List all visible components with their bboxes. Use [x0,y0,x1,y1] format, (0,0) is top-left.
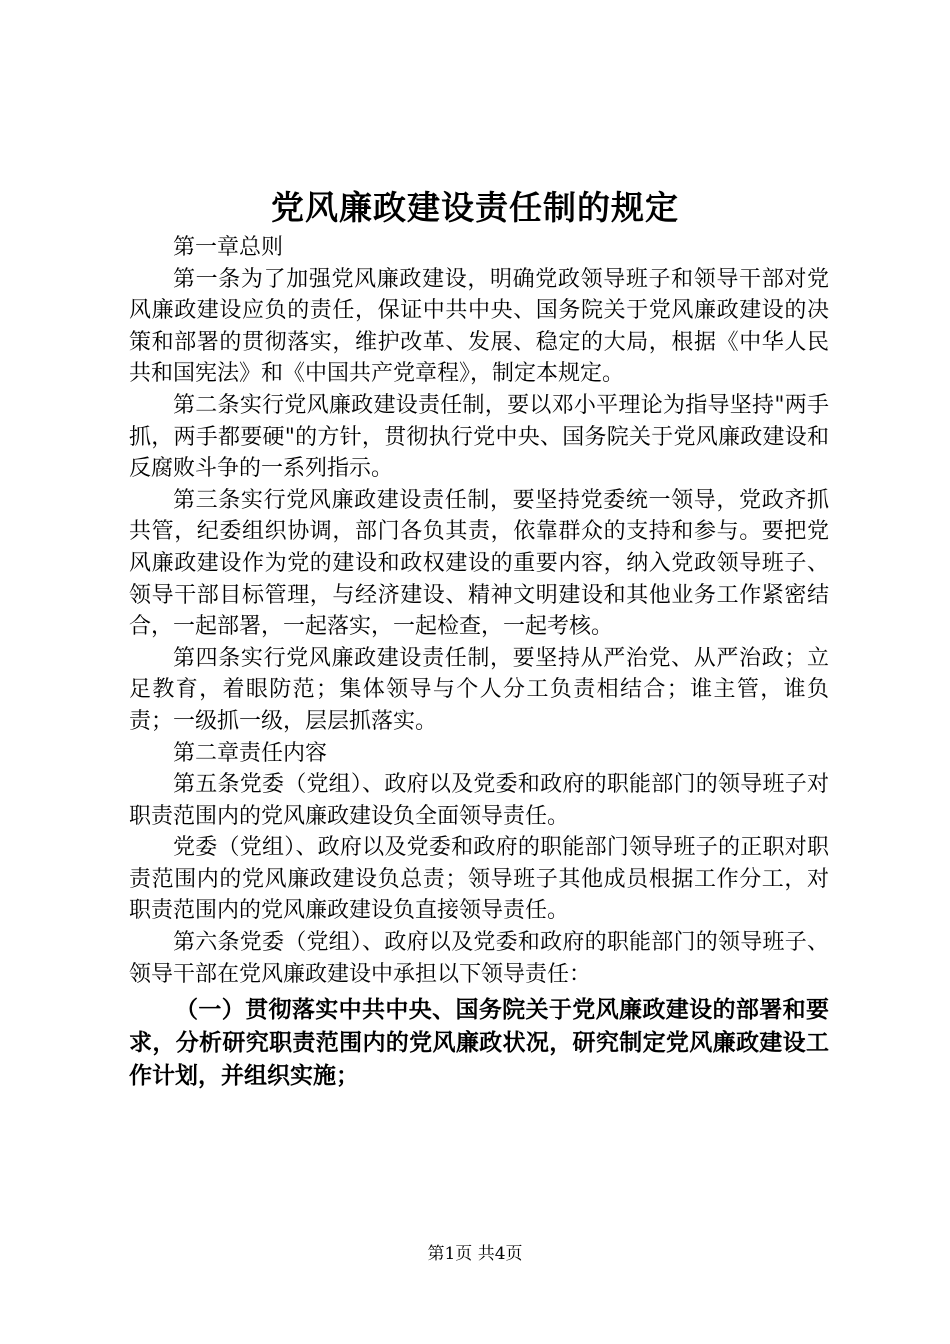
article-paragraph: 党委（党组）、政府以及党委和政府的职能部门领导班子的正职对职责范围内的党风廉政建设负总责；领导班子其他成员根据工作分工，对职责范围内的党风廉政建设负直接领导责任。 [129,835,829,924]
article-paragraph: 第三条实行党风廉政建设责任制，要坚持党委统一领导，党政齐抓共管，纪委组织协调，部门各负其责，依靠群众的支持和参与。要把党风廉政建设作为党的建设和政权建设的重要内容，纳入党政领导班子、领导干部目标管理，与经济建设、精神文明建设和其他业务工作紧密结合，一起部署，一起落实，一起检查，一起考核。 [129,487,829,640]
chapter-heading: 第一章总则 [173,235,284,260]
document-body [129,232,829,1093]
list-item-bold: （一）贯彻落实中共中央、国务院关于党风廉政建设的部署和要求，分析研究职责范围内的党风廉政状况，研究制定党风廉政建设工作计划，并组织实施； [129,997,829,1090]
article-paragraph: 第四条实行党风廉政建设责任制，要坚持从严治党、从严治政；立足教育，着眼防范；集体领导与个人分工负责相结合；谁主管，谁负责；一级抓一级，层层抓落实。 [129,645,829,734]
chapter-heading: 第二章责任内容 [173,740,328,766]
article-paragraph: 第二条实行党风廉政建设责任制，要以邓小平理论为指导坚持"两手抓，两手都要硬"的方针，贯彻执行党中央、国务院关于党风廉政建设和反腐败斗争的一系列指示。 [129,392,829,482]
article-paragraph: 第六条党委（党组）、政府以及党委和政府的职能部门的领导班子、领导干部在党风廉政建设中承担以下领导责任： [129,930,829,987]
article-paragraph: 第五条党委（党组）、政府以及党委和政府的职能部门的领导班子对职责范围内的党风廉政建设负全面领导责任。 [129,772,829,829]
page-number-footer: 第1页 共4页 [427,1244,523,1264]
document-title: 党风廉政建设责任制的规定 [271,188,679,227]
article-paragraph: 第一条为了加强党风廉政建设，明确党政领导班子和领导干部对党风廉政建设应负的责任，保证中共中央、国务院关于党风廉政建设的决策和部署的贯彻落实，维护改革、发展、稳定的大局，根据《中华人民共和国宪法》和《中国共产党章程》，制定本规定。 [129,266,829,387]
